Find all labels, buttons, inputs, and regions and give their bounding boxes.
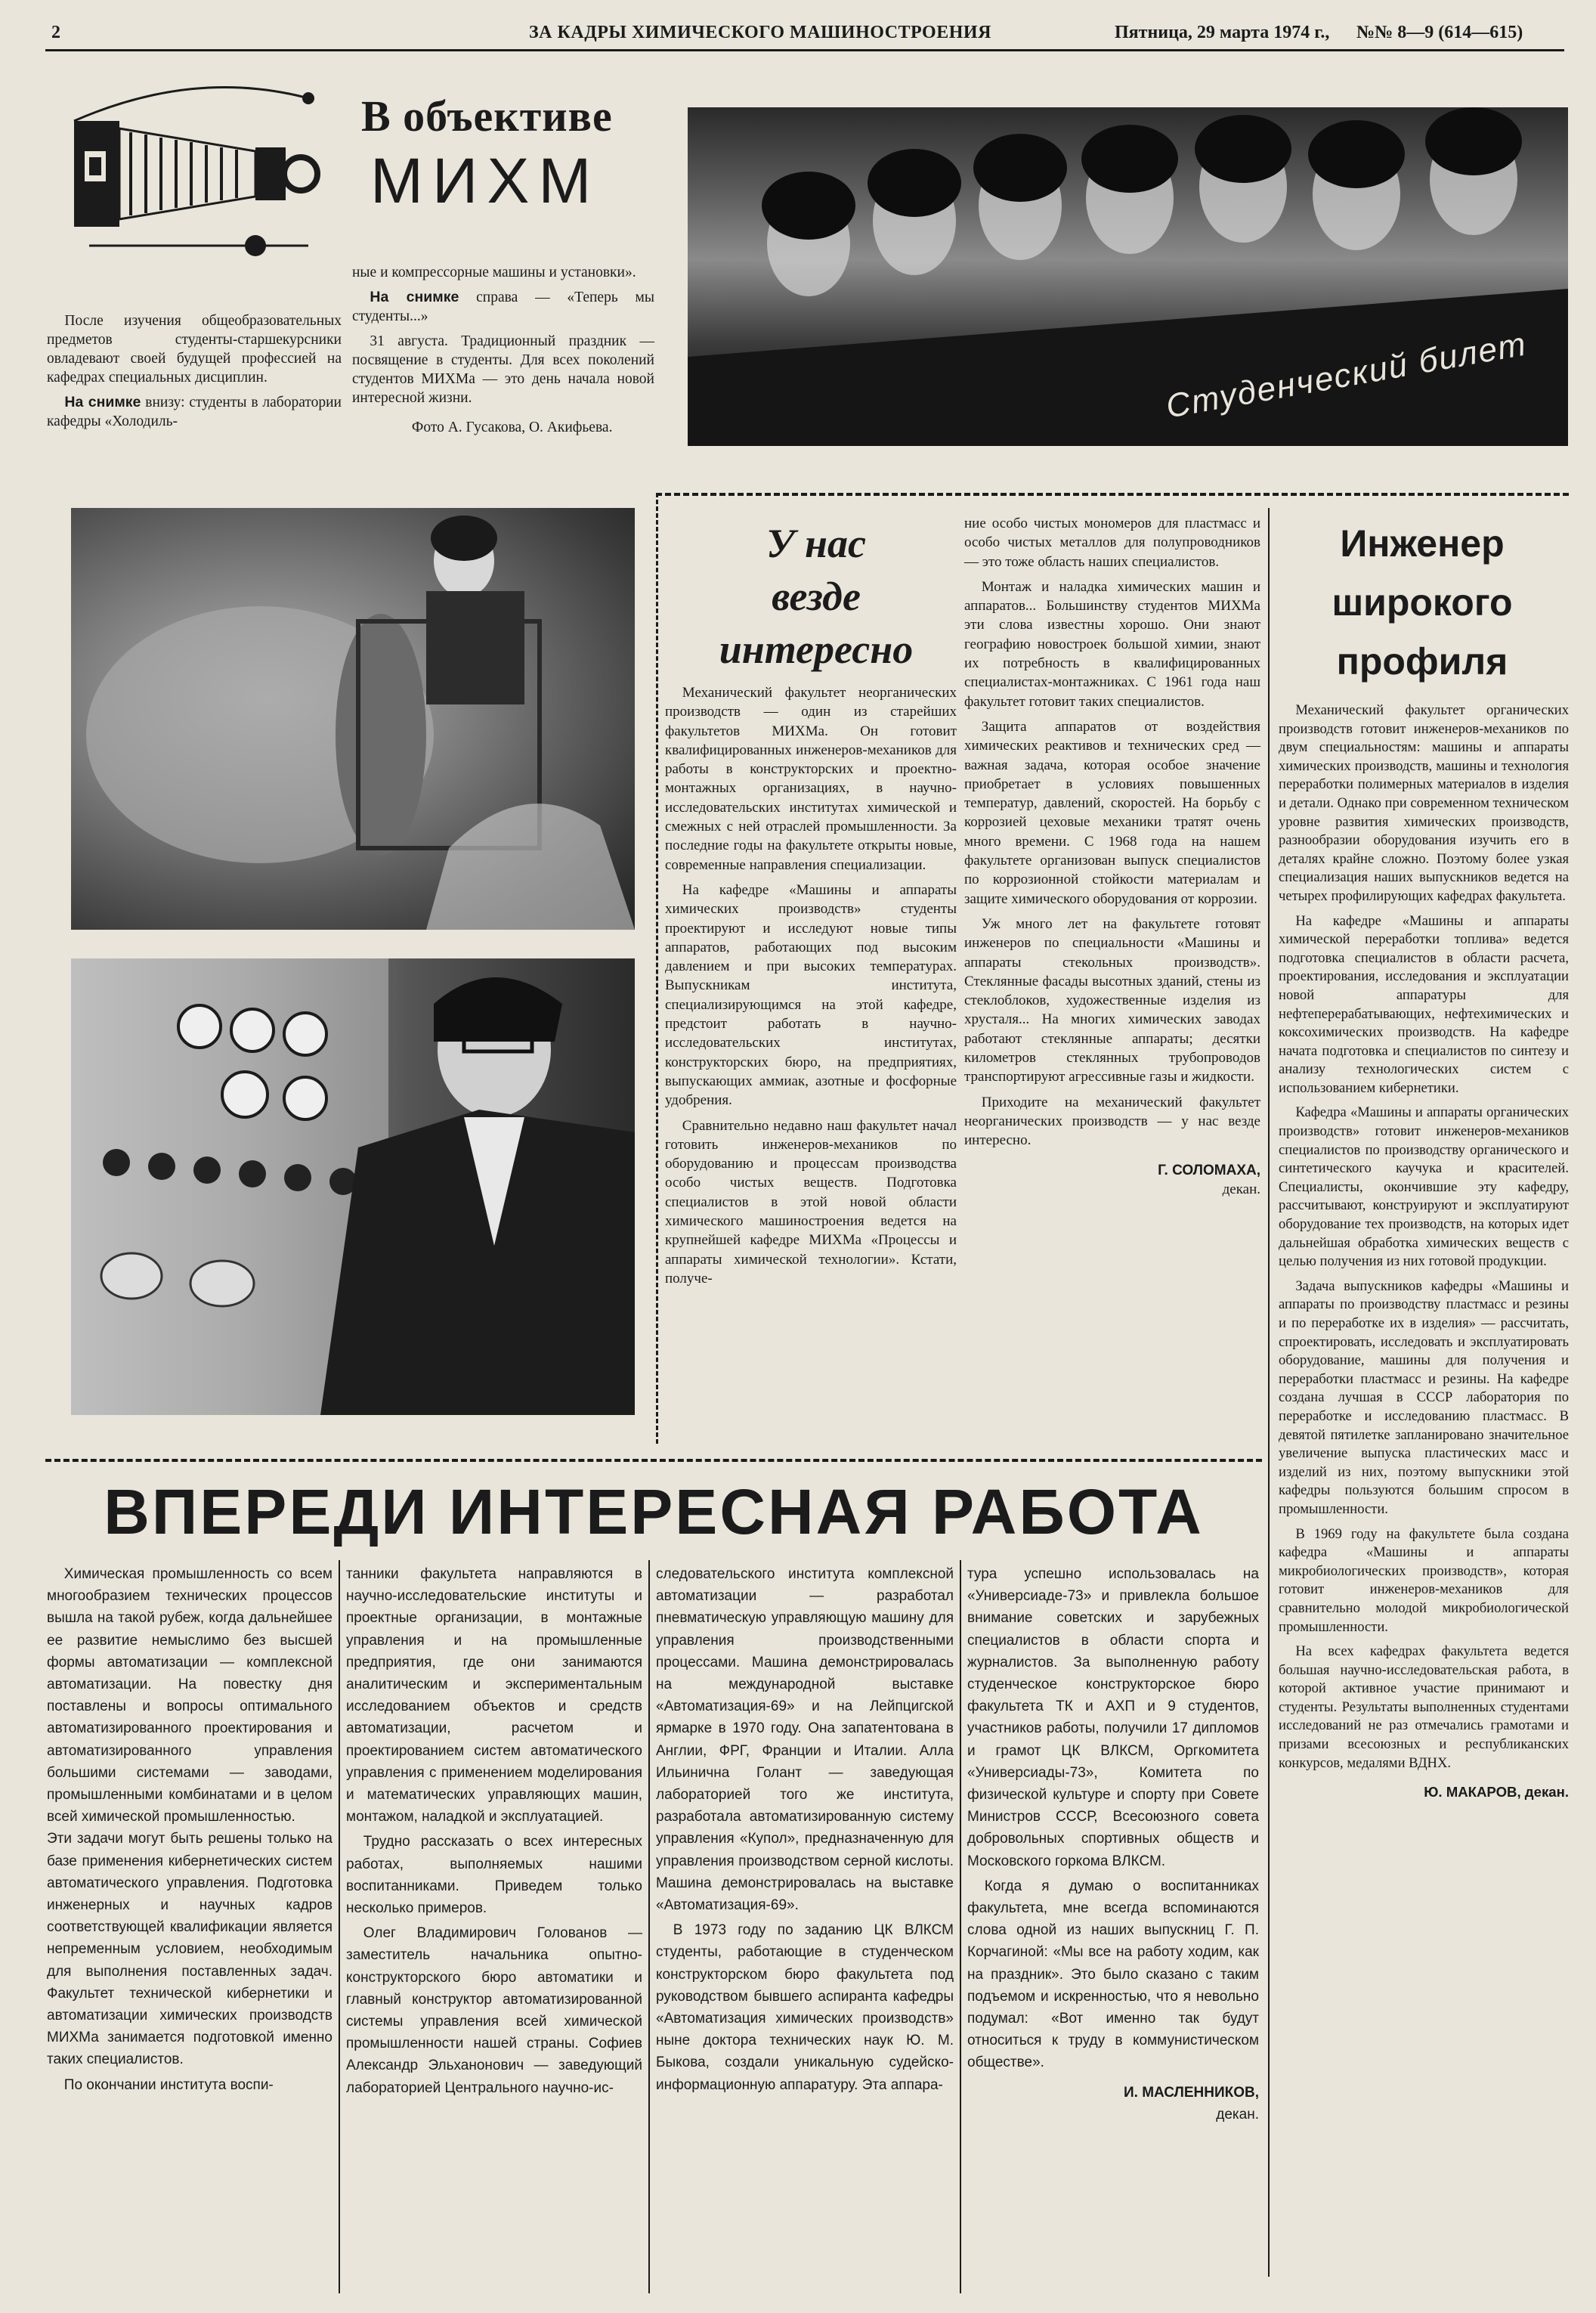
- ahead-col2-p3: Олег Владимирович Голованов — заместитель начальника опытно-конструкторского бюро автоматики и главный конструктор автоматизированной системы управления всей химической промышленности нашей страны. Софиев Александр Эльханонович — заведующий лабораторией Центрального научно-ис-: [346, 1925, 642, 2096]
- interesting-col2-p5: Приходите на механический факультет неорганических производств — у нас везде интересно.: [964, 1094, 1260, 1149]
- article-engineer-title: [1279, 514, 1566, 691]
- article-interesting-col1: [665, 683, 957, 1294]
- right-column-rule: [1268, 508, 1270, 2277]
- interesting-title-line1: У нас: [766, 521, 867, 566]
- interesting-col1-p2: На кафедре «Машины и аппараты химических производств» студенты проектируют и исследуют новые типы аппаратов, работающих под высоким давлением и при высоких температурах. Выпускникам института, специализирующимся на этой кафедре, предстоит работать в научно-исследовательских институтах, конструкторских бюро, на предприятиях, выпускающих аммиак, азотные и фосфорные удобрения.: [665, 881, 957, 1109]
- interesting-col2-p3: Защита аппаратов от воздействия химических реактивов и технических сред — важная задача, которая особое значение приобретает в условиях повышенных температур, давлений, скоростей. На борьбу с коррозией цеховые механики тратят очень много времени. С 1968 года на нашем факультете организован выпуск специалистов по коррозионной стойкости материалам и защите химического оборудования от коррозии.: [964, 718, 1260, 907]
- photo-students-image: [688, 107, 1568, 446]
- bottom-col-rule-3: [960, 1560, 961, 2293]
- photo-students: [688, 107, 1568, 446]
- bottom-article-headline: ВПЕРЕДИ ИНТЕРЕСНАЯ РАБОТА: [104, 1476, 1204, 1547]
- bottom-col-rule-2: [648, 1560, 650, 2293]
- camera-icon: [59, 76, 331, 265]
- bottom-col-rule-1: [339, 1560, 340, 2293]
- ahead-col3: [656, 1563, 954, 2102]
- ahead-col3-p2: В 1973 году по заданию ЦК ВЛКСМ студенты, работающие в студенческом конструкторском бюро факультета под руководством бывшего аспиранта кафедры «Автоматизация химических производств» ныне доктора технических наук Ю. М. Быкова, создали уникальную судейско-информационную аппаратуру. Эта аппара-: [656, 1922, 954, 2093]
- engineer-title-line3: профиля: [1336, 640, 1508, 683]
- ahead-col4: [967, 1563, 1259, 2132]
- ahead-col4-p1: тура успешно использовалась на «Универсиаде-73» и привлекла большое внимание советских и зарубежных специалистов в области спорта и журналистов. За выполненную работу студенческое конструкторское бюро факультета ТК и АХП и 9 студентов, участников работы, получили 17 дипломов и грамот ЦК ВЛКСМ, Оргкомитета «Универсиады-73», Комитета по физической культуре и спорту при Совете Министров СССР, Всесоюзного совета добровольных спортивных обществ и Московского горкома ВЛКСМ.: [967, 1566, 1259, 1869]
- engineer-p3: Кафедра «Машины и аппараты органических производств» готовит инженеров-механиков специалистов по производству органического и синтетического каучука и красителей. Специалисты, окончившие эту кафедру, рассчитывают, конструируют и эксплуатируют оборудование тех производств, на которых идет дальнейшая обработка химических веществ с целью получения из них готовой продукции.: [1279, 1104, 1569, 1270]
- article-interesting-title: [673, 517, 960, 676]
- engineer-p6: На всех кафедрах факультета ведется большая научно-исследовательская работа, в которой активное участие принимают и студенты. Результаты выполненных студентами исследований не раз отмечались грамотами и призами всесоюзных и республиканских конкурсов, медалями ВДНХ.: [1279, 1643, 1569, 1771]
- ahead-col1: [47, 1563, 332, 2102]
- ahead-author: И. МАСЛЕННИКОВ,: [1123, 2084, 1259, 2101]
- ahead-author-role: декан.: [1216, 2106, 1259, 2123]
- ahead-col1-p3: По окончании института воспи-: [63, 2076, 274, 2093]
- interesting-title-line2: везде: [772, 574, 861, 619]
- ahead-col2-p1: танники факультета направляются в научно-исследовательские институты и проектные организации, в монтажные управления и на промышленные предприятия, где они занимаются аналитическим и экспериментальным исследованием объектов и средств автоматизации, расчетом и проектированием систем автоматического управления с применением моделирования и математических управляющих машин, монтажом, наладкой и эксплуатацией.: [346, 1566, 642, 1825]
- photo-caption-left: [47, 311, 342, 437]
- paper-title: ЗА КАДРЫ ХИМИЧЕСКОГО МАШИНОСТРОЕНИЯ: [529, 23, 991, 42]
- engineer-p2: На кафедре «Машины и аппараты химической переработки топлива» ведется подготовка специалистов в области расчета, проектирования, исследования и эксплуатации новой аппаратуры для нефтеперерабатывающих, нефтехимических и коксохимических производств. На кафедре начата подготовка и специалистов по синтезу и анализу технологических систем с использованием кибернетики.: [1279, 912, 1569, 1096]
- ahead-col1-p1: Химическая промышленность со всем многообразием технических процессов вышла на такой рубеж, когда дальнейшее ее развитие немыслимо без высшей формы автоматизации — комплексной автоматизации. На повестку дня поставлены и вопросы оптимального автоматизированного проектирования и автоматизированного управления большими системами — заводами, промышленными комбинатами и в целом всей химической промышленностью.: [47, 1566, 332, 1825]
- photo-lab-panel-image: [71, 958, 635, 1415]
- caption-right-p3: 31 августа. Традиционный праздник — посвящение в студенты. Для всех поколений студентов МИХМа — это день начала новой интересной жизни.: [352, 333, 654, 406]
- photo-lab-panel: [71, 958, 635, 1415]
- engineer-title-line2: широкого: [1332, 581, 1513, 624]
- ahead-col2-p2: Трудно рассказать о всех интересных работах, выполняемых нашими воспитанниками. Приведем только несколько примеров.: [346, 1834, 642, 1917]
- photo-lab-compressor: [71, 508, 635, 930]
- ahead-col2: [346, 1563, 642, 2105]
- page-number: 2: [51, 23, 60, 42]
- engineer-p5: В 1969 году на факультете была создана кафедра «Машины и аппараты микробиологических производств», которая готовит инженеров-механиков для сравнительно молодой микробиологической промышленности.: [1279, 1525, 1569, 1635]
- article-interesting-col2: [964, 514, 1260, 1205]
- interesting-col2-p1: ние особо чистых мономеров для пластмасс и особо чистых металлов для полупроводников — это тоже область наших специалистов.: [964, 516, 1260, 570]
- caption-left-p2: [47, 393, 342, 431]
- student-card-banner: Студенческий билет: [1163, 325, 1530, 426]
- caption-left-p1: После изучения общеобразовательных предметов студенты-старшекурсники овладевают своей будущей профессией на кафедрах специальных дисциплин.: [47, 313, 342, 386]
- engineer-p4: Задача выпускников кафедры «Машины и аппараты по производству пластмасс и резины и по переработке их в изделия» — рассчитать, спроектировать, исследовать и эксплуатировать оборудование, машины для получения и переработки пластмасс и резины. На кафедре создана лучшая в СССР лаборатория по переработке и исследованию пластмасс. В девятой пятилетке запланировано значительное увеличение выпуска пластических масс и изделий из них, поэтому выпускники этой кафедры пользуются большим спросом в промышленности.: [1279, 1277, 1569, 1517]
- ahead-col1-p2: Эти задачи могут быть решены только на базе применения кибернетических систем автоматического управления. Подготовка инженерных и научных кадров соответствующей квалификации является непременным условием, необходимым для выполнения поставленных задач. Факультет технической кибернетики и автоматизации химических производств МИХМа занимается подготовкой именно таких специалистов.: [47, 1831, 332, 2068]
- caption-right-text: справа — «Теперь мы студенты...»: [352, 290, 654, 324]
- center-article-top-rule: [656, 493, 1569, 496]
- photo-caption-right: [352, 263, 654, 443]
- interesting-col1-p1: Механический факультет неорганических производств — один из старейших факультетов МИХМа. Он готовит квалифицированных инженеров-механиков для работы в конструкторских и проектно-монтажных организациях, в научно-исследовательских институтах химической и смежных с ней отраслей промышленности. За последние годы на факультете открыты новые, современные направления специализации.: [665, 685, 957, 873]
- article-engineer-col: [1279, 701, 1569, 1808]
- caption-left-text: внизу: студенты в лаборатории кафедры «Холодиль-: [47, 395, 342, 429]
- center-article-left-rule: [656, 493, 658, 1444]
- interesting-col1-p3: Сравнительно недавно наш факультет начал готовить инженеров-механиков по оборудованию и процессам производства особо чистых веществ. Подготовка специалистов в этой новой области химического машиностроения ведется на крупнейшей кафедре МИХМа «Процессы и аппараты химической технологии». Кстати, получе-: [665, 1117, 957, 1287]
- ahead-col4-p2: Когда я думаю о воспитанниках факультета, мне всегда вспоминаются слова одной из наших выпускниц Г. П. Корчагиной: «Мы все на работу ходим, как на праздник». Это было сказано с таким подъемом и искренностью, что я невольно подумал: «Вот именно так будут относиться к труду в коммунистическом обществе».: [967, 1878, 1259, 2071]
- interesting-col2-p4: Уж много лет на факультете готовят инженеров по специальности «Машины и аппараты стекольных производств». Стеклянные фасады высотных зданий, стены из стеклоблоков, художественные изделия из хрусталя... На многих химических заводах работают стеклянные аппараты; десятки километров стеклянных трубопроводов транспортируют агрессивные газы и жидкости.: [964, 915, 1260, 1085]
- interesting-title-line3: интересно: [719, 627, 914, 672]
- ahead-col3-p1: следовательского института комплексной автоматизации — разработал пневматическую управляющую машину для управления производственными процессами. Машина демонстрировалась на международной выставке «Автоматизация-69» и на Лейпцигской ярмарке в 1970 году. Она запатентована в Англии, ФРГ, Франции и Италии. Алла Ильинична Голант — заведующая лабораторией того же института, разработала автоматизированную систему управления «Купол», предназначенную для управления производством серной кислоты. Машина демонстрировалась на выставке «Автоматизация-69».: [656, 1566, 954, 1914]
- issue-date: Пятница, 29 марта 1974 г.,: [1115, 23, 1330, 42]
- caption-right-p2: [352, 288, 654, 326]
- interesting-author-role: декан.: [1222, 1181, 1260, 1197]
- bottom-article-top-rule: [45, 1459, 1262, 1462]
- caption-right-p1: ные и компрессорные машины и установки».: [352, 265, 636, 280]
- page-header: [45, 18, 1564, 51]
- camera-logo: [59, 76, 331, 265]
- caption-left-label: На снимке: [64, 394, 141, 410]
- issue-number: №№ 8—9 (614—615): [1356, 23, 1523, 42]
- interesting-col2-p2: Монтаж и наладка химических машин и аппаратов... Большинству студентов МИХМа эти слова известны хорошо. Они знают географию новостроек большой химии, знают их потребность в квалифицированных специалистах-монтажниках. С 1961 года наш факультет готовит таких специалистов.: [964, 578, 1260, 710]
- engineer-title-line1: Инженер: [1340, 522, 1505, 565]
- engineer-author: Ю. МАКАРОВ, декан.: [1424, 1784, 1569, 1801]
- photo-section-title: [355, 91, 673, 218]
- photo-credit: Фото А. Гусакова, О. Акифьева.: [411, 420, 613, 435]
- engineer-p1: Механический факультет органических производств готовит инженеров-механиков по двум специальностям: машины и аппараты химических производств, машины и технология переработки полимерных материалов в изделия и детали. Однако при современном техническом уровне развития химических производств, разнообразии оборудования изучить его в деталях крайне сложно. Поэтому более узкая специализация наших выпускников ведется на четырех профилирующих кафедрах факультета.: [1279, 702, 1569, 904]
- caption-right-label: На снимке: [370, 289, 459, 305]
- interesting-author: Г. СОЛОМАХА,: [1158, 1162, 1260, 1178]
- photo-title-line2: МИХМ: [370, 145, 601, 216]
- photo-lab-compressor-image: [71, 508, 635, 930]
- photo-title-line1: В объективе: [361, 91, 613, 141]
